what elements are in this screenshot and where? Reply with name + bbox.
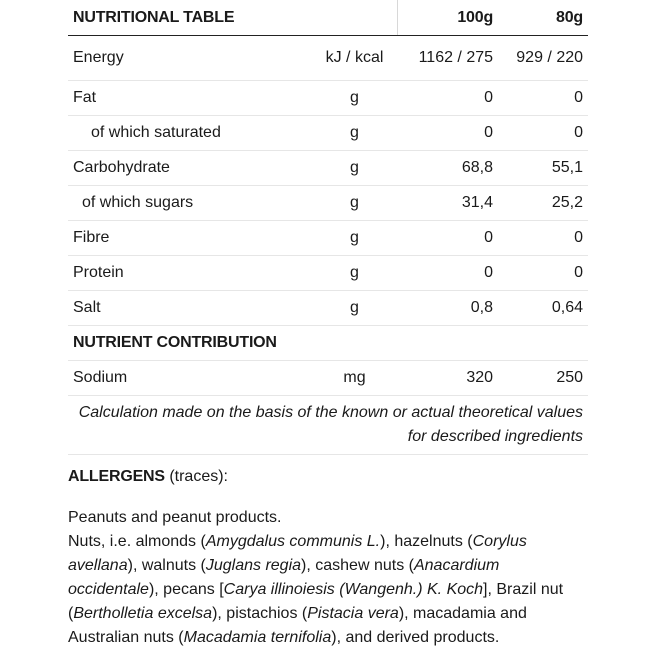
nutrient-unit: g bbox=[312, 186, 397, 221]
nutrient-unit: kJ / kcal bbox=[312, 36, 397, 81]
text-segment: ), walnuts ( bbox=[127, 557, 206, 574]
text-segment: ), macadamia and Australian nuts ( bbox=[68, 605, 527, 646]
value-100g: 0 bbox=[397, 221, 498, 256]
nutrient-unit: g bbox=[312, 221, 397, 256]
nutrient-name: Fibre bbox=[68, 221, 312, 256]
nutrient-name: of which saturated bbox=[68, 116, 312, 151]
value-80g: 0 bbox=[498, 221, 588, 256]
latin-name: Carya illinoiesis (Wangenh.) K. Koch bbox=[223, 581, 484, 598]
nutrition-table bbox=[68, 0, 588, 455]
nutrient-name: Carbohydrate bbox=[68, 151, 312, 186]
nutrient-name: Salt bbox=[68, 291, 312, 326]
nutrient-unit: g bbox=[312, 81, 397, 116]
latin-name: Pistacia vera bbox=[307, 605, 399, 622]
latin-name: Amygdalus communis L. bbox=[205, 533, 381, 550]
section-heading-row bbox=[68, 326, 588, 361]
nutrient-name: Sodium bbox=[68, 361, 312, 396]
table-row-saturated bbox=[68, 116, 588, 151]
text-segment: ], Brazil nut ( bbox=[68, 581, 564, 622]
nutrient-name: Fat bbox=[68, 81, 312, 116]
table-row-protein bbox=[68, 256, 588, 291]
value-80g: 55,1 bbox=[498, 151, 588, 186]
latin-name: Anacardium occidentale bbox=[68, 557, 500, 598]
value-100g: 68,8 bbox=[397, 151, 498, 186]
value-100g: 1162 / 275 bbox=[397, 36, 498, 81]
text-segment: ), hazelnuts ( bbox=[380, 533, 473, 550]
calculation-note: Calculation made on the basis of the known or actual theoretical values for described ingredients bbox=[68, 396, 588, 455]
latin-name: Macadamia ternifolia bbox=[183, 629, 332, 646]
value-100g: 31,4 bbox=[397, 186, 498, 221]
text-segment: ), pistachios ( bbox=[212, 605, 308, 622]
latin-name: Corylus avellana bbox=[68, 533, 527, 574]
text-segment: ), cashew nuts ( bbox=[301, 557, 414, 574]
text-segment: ), and derived products. bbox=[331, 629, 500, 646]
allergens-title: ALLERGENS bbox=[68, 468, 165, 485]
nutrient-name: of which sugars bbox=[68, 186, 312, 221]
nutrient-unit: g bbox=[312, 151, 397, 186]
value-100g: 0,8 bbox=[397, 291, 498, 326]
value-100g: 320 bbox=[397, 361, 498, 396]
column-header-80g: 80g bbox=[498, 0, 588, 36]
table-row-sugars bbox=[68, 186, 588, 221]
value-100g: 0 bbox=[397, 81, 498, 116]
value-80g: 0 bbox=[498, 116, 588, 151]
column-header-100g: 100g bbox=[397, 0, 498, 36]
allergens-line-peanuts: Peanuts and peanut products. bbox=[68, 509, 282, 526]
calculation-note-row bbox=[68, 396, 588, 455]
value-80g: 0 bbox=[498, 256, 588, 291]
value-80g: 25,2 bbox=[498, 186, 588, 221]
text-segment: ), pecans [ bbox=[148, 581, 224, 598]
table-row-carbohydrate bbox=[68, 151, 588, 186]
allergens-title-suffix: (traces): bbox=[164, 468, 228, 485]
table-row-energy bbox=[68, 36, 588, 81]
text-segment: Nuts, i.e. almonds ( bbox=[68, 533, 206, 550]
nutrient-unit: g bbox=[312, 256, 397, 291]
value-100g: 0 bbox=[397, 116, 498, 151]
table-title: NUTRITIONAL TABLE bbox=[68, 0, 397, 36]
table-header-row bbox=[68, 0, 588, 36]
latin-name: Juglans regia bbox=[205, 557, 302, 574]
value-100g: 0 bbox=[397, 256, 498, 291]
value-80g: 0 bbox=[498, 81, 588, 116]
nutrient-name: Energy bbox=[68, 36, 312, 81]
nutrient-unit: g bbox=[312, 291, 397, 326]
latin-name: Bertholletia excelsa bbox=[73, 605, 213, 622]
value-80g: 0,64 bbox=[498, 291, 588, 326]
allergens-line-nuts bbox=[68, 530, 588, 650]
table-row-sodium bbox=[68, 361, 588, 396]
nutrient-unit: mg bbox=[312, 361, 397, 396]
table-row-salt bbox=[68, 291, 588, 326]
nutrient-contribution-heading: NUTRIENT CONTRIBUTION bbox=[68, 326, 588, 361]
table-row-fat bbox=[68, 81, 588, 116]
allergens-heading bbox=[68, 468, 228, 486]
table-row-fibre bbox=[68, 221, 588, 256]
value-80g: 929 / 220 bbox=[498, 36, 588, 81]
value-80g: 250 bbox=[498, 361, 588, 396]
nutrient-unit: g bbox=[312, 116, 397, 151]
allergens-text bbox=[68, 506, 588, 650]
nutrient-name: Protein bbox=[68, 256, 312, 291]
